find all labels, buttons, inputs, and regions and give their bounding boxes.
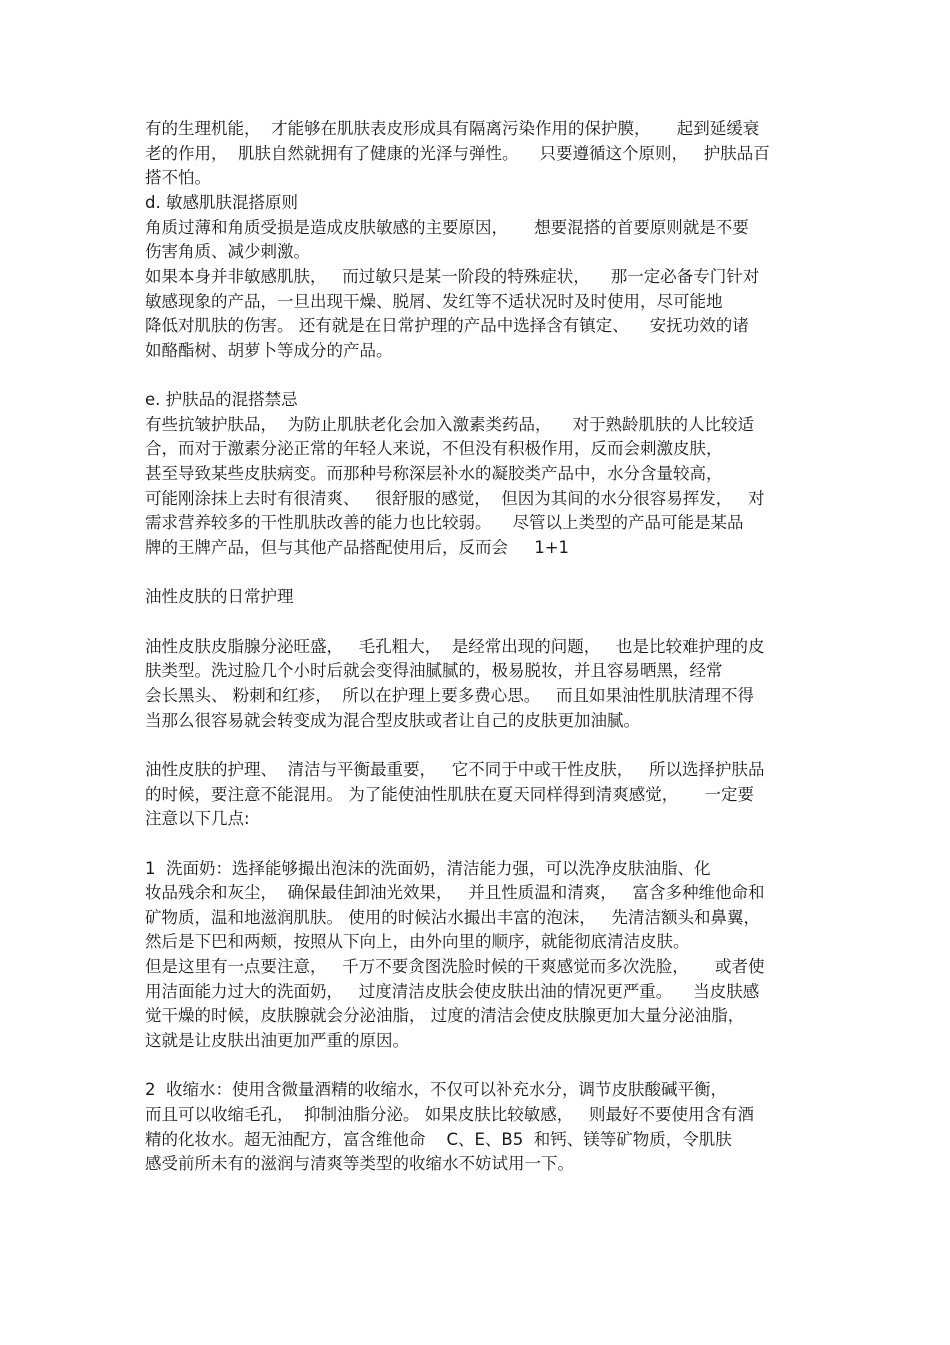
text-line <box>145 1054 825 1078</box>
text-line: 敏感现象的产品，一旦出现干燥、脱屑、发红等不适状况时及时使用，尽可能地 <box>145 291 723 311</box>
text-line <box>145 610 825 634</box>
text-line: 牌的王牌产品，但与其他产品搭配使用后，反而会 1+1 <box>145 538 570 557</box>
text-line <box>145 733 825 757</box>
text-line: 油性皮肤皮脂腺分泌旺盛， 毛孔粗大， 是经常出现的问题， 也是比较难护理的皮 <box>145 636 765 656</box>
text-line: 这就是让皮肤出油更加严重的原因。 <box>145 1031 409 1050</box>
text-line: 甚至导致某些皮肤病变。而那种号称深层补水的凝胶类产品中，水分含量较高， <box>145 464 723 484</box>
text-line: 角质过薄和角质受损是造成皮肤敏感的主要原因， 想要混搭的首要原则就是不要 <box>145 217 749 237</box>
text-line: 肤类型。洗过脸几个小时后就会变得油腻腻的，极易脱妆，并且容易晒黑，经常 <box>145 661 723 681</box>
text-line: 而且可以收缩毛孔， 抑制油脂分泌。 如果皮肤比较敏感， 则最好不要使用含有酒 <box>145 1105 754 1124</box>
text-line: 觉干燥的时候，皮肤腺就会分泌油脂， 过度的清洁会使皮肤腺更加大量分泌油脂， <box>145 1006 745 1026</box>
text-line: e. 护肤品的混搭禁忌 <box>145 390 298 410</box>
text-line <box>145 832 825 856</box>
text-line: 用洁面能力过大的洗面奶， 过度清洁皮肤会使皮肤出油的情况更严重。 当皮肤感 <box>145 981 760 1001</box>
text-line: d. 敏感肌肤混搭原则 <box>145 192 298 212</box>
text-line: 的时候，要注意不能混用。 为了能使油性肌肤在夏天同样得到清爽感觉， 一定要 <box>145 784 754 804</box>
text-line: 1 洗面奶：选择能够撮出泡沫的洗面奶，清洁能力强，可以洗净皮肤油脂、化 <box>145 858 711 878</box>
text-line: 当那么很容易就会转变成为混合型皮肤或者让自己的皮肤更加油腻。 <box>145 710 640 730</box>
text-line: 有些抗皱护肤品， 为防止肌肤老化会加入激素类药品， 对于熟龄肌肤的人比较适 <box>145 414 754 434</box>
text-line: 会长黑头、 粉刺和红疹， 所以在护理上要多费心思。 而且如果油性肌肤清理不得 <box>145 685 754 705</box>
text-line: 需求营养较多的干性肌肤改善的能力也比较弱。 尽管以上类型的产品可能是某品 <box>145 513 744 533</box>
text-line: 有的生理机能， 才能够在肌肤表皮形成具有隔离污染作用的保护膜， 起到延缓衰 <box>145 119 760 138</box>
text-line: 伤害角质、减少刺激。 <box>145 242 310 262</box>
text-line: 油性皮肤的日常护理 <box>145 587 294 607</box>
text-line: 老的作用， 肌肤自然就拥有了健康的光泽与弹性。 只要遵循这个原则， 护肤品百 <box>145 143 770 163</box>
text-line: 搭不怕。 <box>145 168 211 188</box>
text-line: 然后是下巴和两颊，按照从下向上，由外向里的顺序，就能彻底清洁皮肤。 <box>145 932 690 952</box>
text-line: 2 收缩水：使用含微量酒精的收缩水，不仅可以补充水分，调节皮肤酸碱平衡， <box>145 1080 727 1100</box>
text-line: 注意以下几点: <box>145 809 250 829</box>
text-line: 精的化妆水。超无油配方，富含维他命 C、E、B5 和钙、镁等矿物质，令肌肤 <box>145 1129 732 1149</box>
text-line: 如酪酯树、胡萝卜等成分的产品。 <box>145 340 393 360</box>
text-line: 矿物质，温和地滋润肌肤。 使用的时候沾水撮出丰富的泡沫， 先清洁额头和鼻翼， <box>145 907 760 927</box>
text-line: 妆品残余和灰尘， 确保最佳卸油光效果， 并且性质温和清爽， 富含多种维他命和 <box>145 883 765 903</box>
text-line: 合，而对于激素分泌正常的年轻人来说，不但没有积极作用，反而会刺激皮肤， <box>145 439 723 459</box>
text-line <box>145 561 825 585</box>
text-line: 但是这里有一点要注意， 千万不要贪图洗脸时候的干爽感觉而多次洗脸， 或者使 <box>145 957 765 977</box>
text-line: 油性皮肤的护理、 清洁与平衡最重要， 它不同于中或干性皮肤， 所以选择护肤品 <box>145 759 765 779</box>
text-line: 如果本身并非敏感肌肤， 而过敏只是某一阶段的特殊症状， 那一定必备专门针对 <box>145 266 760 286</box>
text-line: 可能刚涂抹上去时有很清爽、 很舒服的感觉， 但因为其间的水分很容易挥发， 对 <box>145 488 765 508</box>
text-line <box>145 364 825 388</box>
text-line: 感受前所未有的滋润与清爽等类型的收缩水不妨试用一下。 <box>145 1154 574 1174</box>
text-line: 降低对肌肤的伤害。 还有就是在日常护理的产品中选择含有镇定、 安抚功效的诸 <box>145 316 749 336</box>
